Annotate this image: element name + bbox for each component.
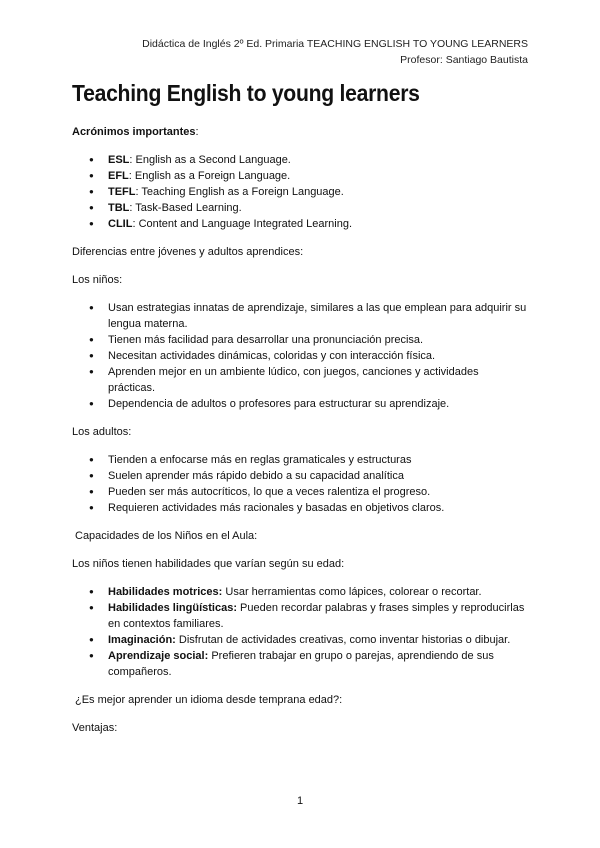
advantages-heading: Ventajas: <box>72 722 118 734</box>
capacities-heading: Capacidades de los Niños en el Aula: <box>75 530 258 542</box>
list-item: ● EFL: English as a Foreign Language. <box>108 168 528 184</box>
list-item: ● Imaginación: Disfrutan de actividades creativas, como inventar historias o dibujar. <box>108 632 528 648</box>
list-item: ● Dependencia de adultos o profesores para estructurar su aprendizaje. <box>108 396 528 412</box>
differences-heading: Diferencias entre jóvenes y adultos aprendices: <box>72 246 304 258</box>
document-title: Teaching English to young learners <box>72 80 420 106</box>
header-professor-line: Profesor: Santiago Bautista <box>400 54 528 66</box>
list-item: ● Necesitan actividades dinámicas, coloridas y con interacción física. <box>108 348 528 364</box>
page-number: 1 <box>296 795 304 807</box>
adults-list <box>72 452 528 516</box>
list-item: ● Requieren actividades más racionales y basadas en objetivos claros. <box>108 500 528 516</box>
list-item: ● Pueden ser más autocríticos, lo que a veces ralentiza el progreso. <box>108 484 528 500</box>
abilities-list <box>72 584 528 680</box>
adults-heading: Los adultos: <box>72 426 132 438</box>
abilities-intro: Los niños tienen habilidades que varían según su edad: <box>72 558 345 570</box>
list-item: ● Tienden a enfocarse más en reglas gramaticales y estructuras <box>108 452 528 468</box>
document-body <box>72 124 528 748</box>
question-heading: ¿Es mejor aprender un idioma desde temprana edad?: <box>75 694 343 706</box>
children-list <box>72 300 528 412</box>
list-item: ● ESL: English as a Second Language. <box>108 152 528 168</box>
list-item: ● Habilidades lingüísticas: Pueden recordar palabras y frases simples y reproducirlas en contextos familiares. <box>108 600 528 632</box>
list-item: ● CLIL: Content and Language Integrated Learning. <box>108 216 528 232</box>
acronyms-list <box>72 152 528 232</box>
page-header <box>142 36 528 68</box>
list-item: ● Aprendizaje social: Prefieren trabajar en grupo o parejas, aprendiendo de sus compañeros. <box>108 648 528 680</box>
list-item: ● Aprenden mejor en un ambiente lúdico, con juegos, canciones y actividades prácticas. <box>108 364 528 396</box>
children-heading: Los niños: <box>72 274 123 286</box>
list-item: ● TEFL: Teaching English as a Foreign Language. <box>108 184 528 200</box>
list-item: ● Suelen aprender más rápido debido a su capacidad analítica <box>108 468 528 484</box>
list-item: ● Tienen más facilidad para desarrollar una pronunciación precisa. <box>108 332 528 348</box>
list-item: ● Habilidades motrices: Usar herramientas como lápices, colorear o recortar. <box>108 584 528 600</box>
list-item: ● Usan estrategias innatas de aprendizaje, similares a las que emplean para adquirir su lengua materna. <box>108 300 528 332</box>
header-course-line: Didáctica de Inglés 2º Ed. Primaria TEACHING ENGLISH TO YOUNG LEARNERS <box>142 38 528 50</box>
acronyms-heading: Acrónimos importantes: <box>72 126 199 138</box>
list-item: ● TBL: Task-Based Learning. <box>108 200 528 216</box>
